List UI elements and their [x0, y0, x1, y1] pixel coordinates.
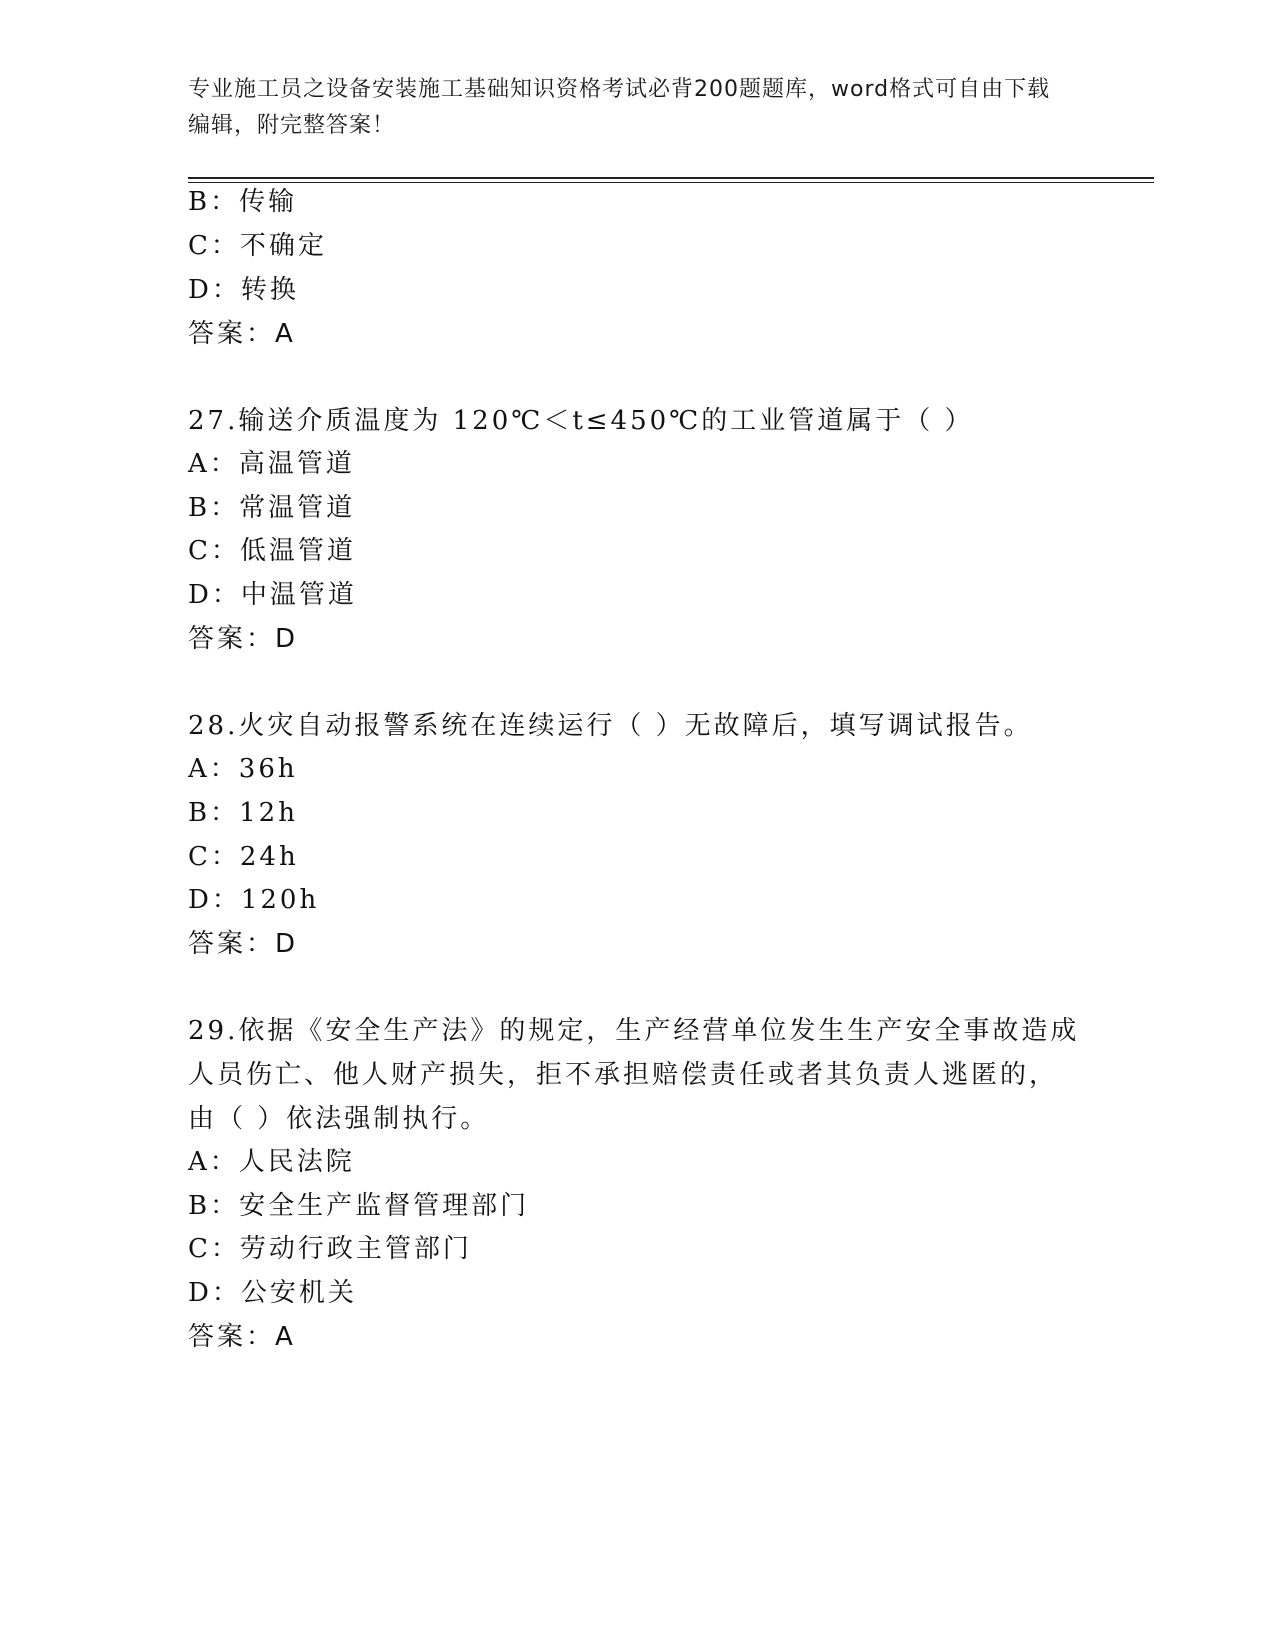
option-b: B：传输: [188, 187, 298, 217]
question-28-option-c: C：24h: [188, 842, 299, 872]
question-29-option-b: B：安全生产监督管理部门: [188, 1191, 530, 1221]
question-29-option-d: D：公安机关: [188, 1278, 357, 1308]
header-divider: [188, 177, 1154, 183]
option-c: C：不确定: [188, 231, 327, 261]
question-29-stem-line-3: 由（ ）依法强制执行。: [188, 1104, 490, 1134]
question-27-answer: 答案：D: [188, 624, 299, 654]
answer: 答案：A: [188, 319, 296, 349]
question-29-option-a: A：人民法院: [188, 1147, 355, 1177]
question-28-stem: 28.火灾自动报警系统在连续运行（ ）无故障后，填写调试报告。: [188, 711, 1033, 741]
question-29-option-c: C：劳动行政主管部门: [188, 1234, 472, 1264]
question-27-option-d: D：中温管道: [188, 580, 357, 610]
option-d: D：转换: [188, 275, 299, 305]
question-28-option-b: B：12h: [188, 798, 298, 828]
page-header: 专业施工员之设备安装施工基础知识资格考试必背200题题库，word格式可自由下载编辑，附完整答案！: [188, 77, 1051, 138]
question-28-option-d: D：120h: [188, 885, 320, 915]
question-27-option-a: A：高温管道: [188, 449, 355, 479]
question-27-option-c: C：低温管道: [188, 536, 356, 566]
question-28-option-a: A：36h: [188, 754, 298, 784]
question-29-stem-line-1: 29.依据《安全生产法》的规定，生产经营单位发生生产安全事故造成: [188, 1016, 1080, 1046]
question-27-stem: 27.输送介质温度为 120℃＜t≤450℃的工业管道属于（ ）: [188, 406, 974, 436]
question-29-answer: 答案：A: [188, 1322, 296, 1352]
question-27-option-b: B：常温管道: [188, 493, 356, 523]
question-28-answer: 答案：D: [188, 929, 299, 959]
question-29-stem-line-2: 人员伤亡、他人财产损失，拒不承担赔偿责任或者其负责人逃匿的，: [188, 1060, 1059, 1090]
